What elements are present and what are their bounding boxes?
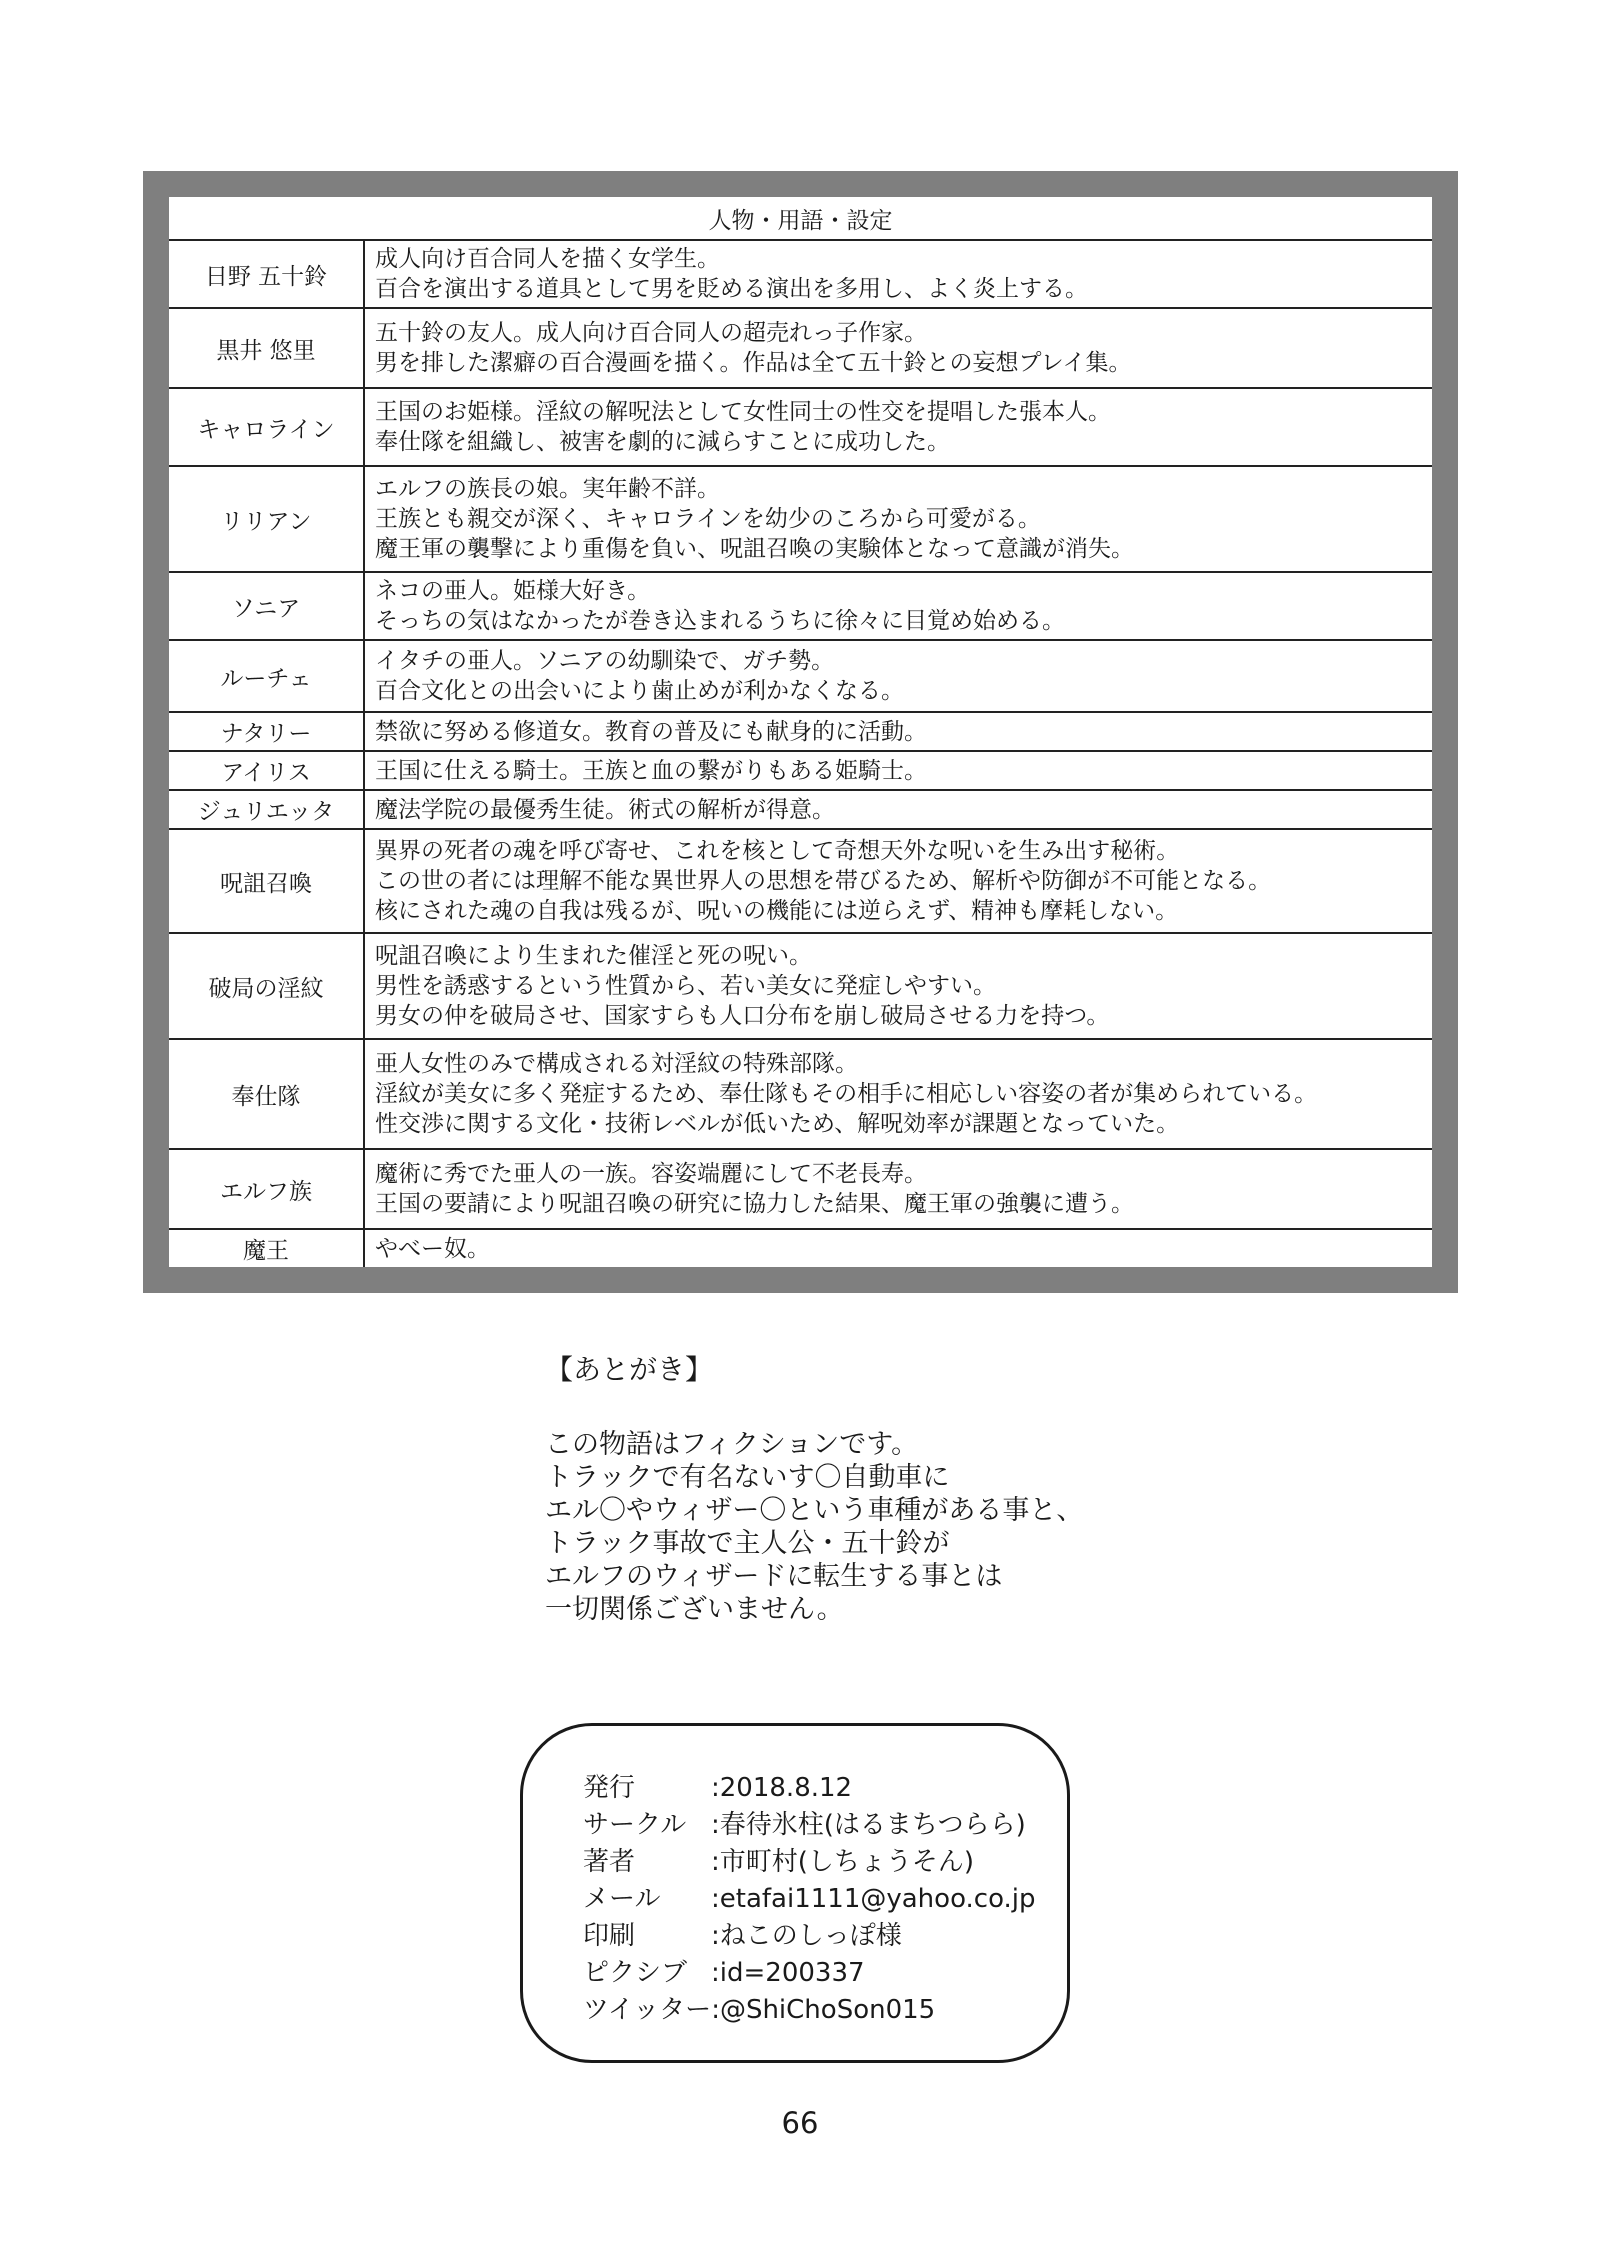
glossary-term: 日野 五十鈴	[169, 241, 365, 307]
glossary-description	[365, 241, 1432, 307]
glossary-table-frame	[143, 171, 1458, 1293]
glossary-description-line: 王国のお姫様。淫紋の解呪法として女性同士の性交を提唱した張本人。	[375, 399, 1111, 425]
glossary-term: 破局の淫紋	[169, 934, 365, 1038]
colophon-value: :春待氷柱(はるまちつらら)	[711, 1810, 1026, 1840]
glossary-row	[169, 309, 1432, 389]
glossary-description-line: 呪詛召喚により生まれた催淫と死の呪い。	[375, 943, 812, 969]
glossary-description-line: ネコの亜人。姫様大好き。	[375, 578, 651, 604]
glossary-description-line: 魔術に秀でた亜人の一族。容姿端麗にして不老長寿。	[375, 1161, 927, 1187]
colophon-row	[583, 1770, 1057, 1807]
glossary-description-line: 男を排した潔癖の百合漫画を描く。作品は全て五十鈴との妄想プレイ集。	[375, 350, 1132, 376]
glossary-term: ジュリエッタ	[169, 791, 365, 828]
glossary-description-line: 男性を誘惑するという性質から、若い美女に発症しやすい。	[375, 973, 996, 999]
glossary-description	[365, 1040, 1432, 1148]
afterword-body	[545, 1428, 1083, 1626]
colophon-value: :id=200337	[711, 1958, 865, 1988]
glossary-description-line: 男女の仲を破局させ、国家すらも人口分布を崩し破局させる力を持つ。	[375, 1003, 1110, 1029]
colophon-value: :市町村(しちょうそん)	[711, 1847, 975, 1877]
afterword-line: エルフのウィザードに転生する事とは	[545, 1561, 1003, 1592]
colophon-label: メール	[583, 1884, 661, 1914]
colophon-value: :@ShiChoSon015	[711, 1995, 936, 2025]
colophon-label: ツイッター	[583, 1995, 712, 2025]
glossary-term: エルフ族	[169, 1150, 365, 1228]
glossary-rows	[169, 241, 1432, 1267]
glossary-description-line: 核にされた魂の自我は残るが、呪いの機能には逆らえず、精神も摩耗しない。	[375, 898, 1179, 924]
glossary-description-line: 百合文化との出会いにより歯止めが利かなくなる。	[375, 678, 904, 704]
glossary-row	[169, 1150, 1432, 1230]
glossary-description	[365, 791, 1432, 828]
glossary-description-line: そっちの気はなかったが巻き込まれるうちに徐々に目覚め始める。	[375, 608, 1065, 634]
glossary-description	[365, 573, 1432, 639]
glossary-description-line: 性交渉に関する文化・技術レベルが低いため、解呪効率が課題となっていた。	[375, 1111, 1180, 1137]
glossary-term: リリアン	[169, 467, 365, 571]
glossary-description	[365, 934, 1432, 1038]
glossary-row	[169, 752, 1432, 791]
glossary-row	[169, 830, 1432, 934]
glossary-description-line: 淫紋が美女に多く発症するため、奉仕隊もその相手に相応しい容姿の者が集められている。	[375, 1081, 1318, 1107]
glossary-description-line: 王族とも親交が深く、キャロラインを幼少のころから可愛がる。	[375, 506, 1041, 532]
glossary-description-line: 五十鈴の友人。成人向け百合同人の超売れっ子作家。	[375, 320, 927, 346]
colophon-row	[583, 1992, 1057, 2029]
colophon-row	[583, 1918, 1057, 1955]
colophon-row	[583, 1844, 1057, 1881]
glossary-row	[169, 791, 1432, 830]
glossary-description-line: 亜人女性のみで構成される対淫紋の特殊部隊。	[375, 1051, 858, 1077]
glossary-term: ルーチェ	[169, 641, 365, 711]
glossary-description	[365, 309, 1432, 387]
glossary-description	[365, 1230, 1432, 1267]
glossary-term: キャロライン	[169, 389, 365, 465]
glossary-description	[365, 752, 1432, 789]
glossary-row	[169, 241, 1432, 309]
glossary-term: 奉仕隊	[169, 1040, 365, 1148]
glossary-term: ソニア	[169, 573, 365, 639]
afterword-section	[545, 1352, 1083, 1626]
colophon-value: :etafai1111@yahoo.co.jp	[711, 1884, 1036, 1914]
glossary-description	[365, 467, 1432, 571]
colophon-value: :ねこのしっぽ様	[711, 1921, 902, 1951]
glossary-description-line: エルフの族長の娘。実年齢不詳。	[375, 476, 720, 502]
glossary-term: アイリス	[169, 752, 365, 789]
glossary-description-line: 百合を演出する道具として男を貶める演出を多用し、よく炎上する。	[375, 276, 1088, 302]
glossary-row	[169, 573, 1432, 641]
glossary-description-line: 魔法学院の最優秀生徒。術式の解析が得意。	[375, 796, 835, 823]
afterword-line: この物語はフィクションです。	[545, 1429, 919, 1460]
glossary-row	[169, 934, 1432, 1040]
colophon-value: :2018.8.12	[711, 1773, 853, 1803]
glossary-row	[169, 1040, 1432, 1150]
colophon-row	[583, 1881, 1057, 1918]
afterword-line: エル〇やウィザー〇という車種がある事と、	[545, 1495, 1084, 1526]
afterword-line: 一切関係ございません。	[545, 1594, 844, 1625]
glossary-description-line: 禁欲に努める修道女。教育の普及にも献身的に活動。	[375, 718, 927, 745]
glossary-row	[169, 389, 1432, 467]
colophon-box	[520, 1723, 1070, 2063]
glossary-description	[365, 641, 1432, 711]
glossary-description	[365, 1150, 1432, 1228]
glossary-description-line: 奉仕隊を組織し、被害を劇的に減らすことに成功した。	[375, 429, 950, 455]
colophon-row	[583, 1955, 1057, 1992]
page-number: 66	[781, 2106, 819, 2140]
glossary-row	[169, 641, 1432, 713]
colophon-label: 発行	[583, 1773, 636, 1803]
glossary-description	[365, 830, 1432, 932]
glossary-row	[169, 1230, 1432, 1267]
glossary-description-line: やべー奴。	[375, 1235, 490, 1262]
glossary-description-line: 王国に仕える騎士。王族と血の繋がりもある姫騎士。	[375, 757, 927, 784]
colophon-row	[583, 1807, 1057, 1844]
glossary-table-header: 人物・用語・設定	[169, 197, 1432, 241]
afterword-title: 【あとがき】	[545, 1353, 714, 1386]
glossary-term: 黒井 悠里	[169, 309, 365, 387]
glossary-description-line: 王国の要請により呪詛召喚の研究に協力した結果、魔王軍の強襲に遭う。	[375, 1191, 1134, 1217]
colophon-label: 印刷	[583, 1921, 636, 1951]
afterword-line: トラックで有名ないす〇自動車に	[545, 1462, 950, 1493]
glossary-description-line: 異界の死者の魂を呼び寄せ、これを核として奇想天外な呪いを生み出す秘術。	[375, 838, 1180, 864]
glossary-row	[169, 713, 1432, 752]
glossary-description-line: この世の者には理解不能な異世界人の思想を帯びるため、解析や防御が不可能となる。	[375, 868, 1272, 894]
glossary-term: 呪詛召喚	[169, 830, 365, 932]
glossary-description	[365, 389, 1432, 465]
afterword-line: トラック事故で主人公・五十鈴が	[545, 1528, 950, 1559]
glossary-row	[169, 467, 1432, 573]
colophon-label: サークル	[583, 1810, 687, 1840]
glossary-term: ナタリー	[169, 713, 365, 750]
colophon-label: ピクシブ	[583, 1958, 688, 1988]
glossary-description	[365, 713, 1432, 750]
glossary-term: 魔王	[169, 1230, 365, 1267]
glossary-description-line: 成人向け百合同人を描く女学生。	[375, 246, 720, 272]
glossary-description-line: 魔王軍の襲撃により重傷を負い、呪詛召喚の実験体となって意識が消失。	[375, 536, 1134, 562]
glossary-description-line: イタチの亜人。ソニアの幼馴染で、ガチ勢。	[375, 648, 835, 674]
colophon-label: 著者	[583, 1847, 636, 1877]
